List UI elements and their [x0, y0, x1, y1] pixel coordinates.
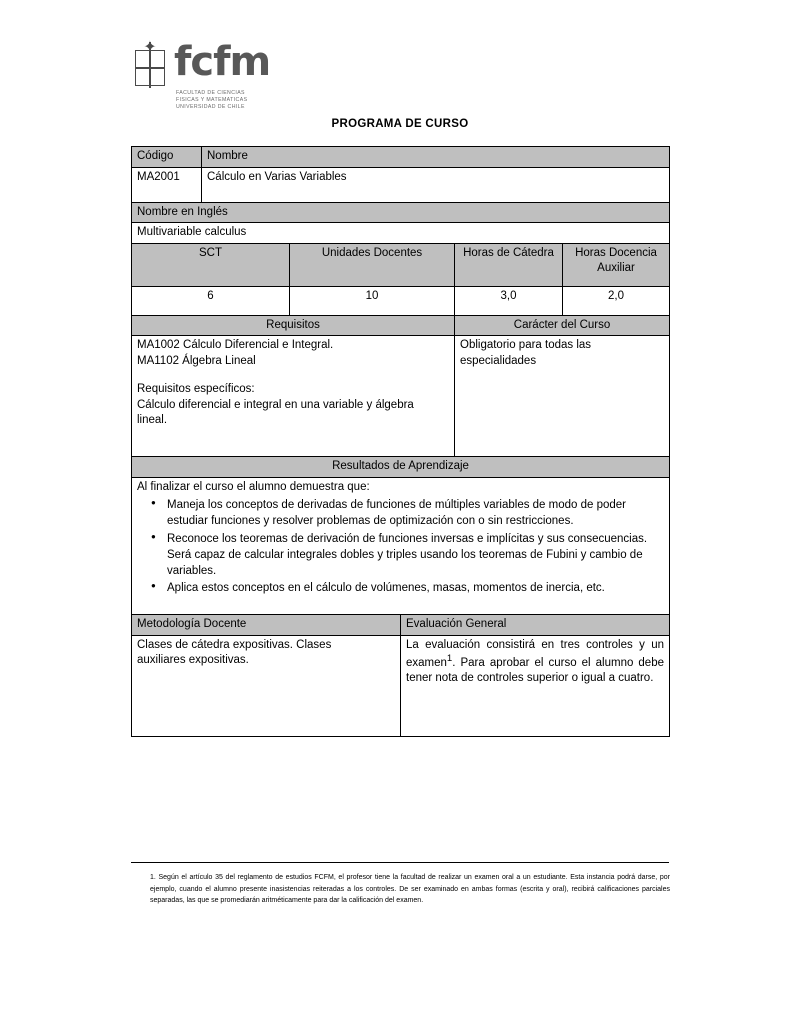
methodology-evaluation-table [131, 614, 670, 737]
table-row [132, 243, 670, 286]
evaluacion-footnote-marker: 1 [446, 653, 453, 665]
cell-requisitos-header: Requisitos [132, 315, 455, 336]
table-row [132, 286, 670, 315]
table-row [132, 202, 670, 223]
table-row [132, 315, 670, 336]
evaluacion-text-post: . Para aprobar el curso el alumno debe tener nota de controles superior o igual a cuatro. [406, 656, 664, 685]
course-program-table [131, 146, 670, 617]
footnote-divider [131, 862, 669, 863]
requisito-spacer [137, 369, 449, 382]
table-row [132, 147, 670, 168]
evaluacion-text-pre: La evaluación consistirá en tres controles y un examen [406, 638, 664, 669]
logo-starburst-icon: ✦ [143, 39, 157, 56]
cell-metodologia-header: Metodología Docente [132, 615, 401, 636]
footnote-marker: 1. [150, 874, 156, 881]
cell-evaluacion-header: Evaluación General [401, 615, 670, 636]
logo-emblem-icon [132, 39, 170, 88]
cell-caracter-value: Obligatorio para todas las especialidades [455, 336, 670, 457]
table-row [132, 223, 670, 244]
table-row [132, 336, 670, 457]
cell-codigo-header: Código [132, 147, 202, 168]
resultados-intro: Al finalizar el curso el alumno demuestra que: [137, 480, 370, 493]
logo-subtitle [176, 90, 247, 111]
logo-subtitle-line-1: FACULTAD DE CIENCIAS [176, 90, 245, 96]
cell-resultados-value [132, 477, 670, 616]
table-row [132, 167, 670, 202]
cell-evaluacion-value [401, 635, 670, 736]
cell-metodologia-value [132, 635, 401, 736]
table-row [132, 477, 670, 616]
requisito-line-2: MA1102 Álgebra Lineal [137, 354, 256, 367]
table-row [132, 615, 670, 636]
cell-nombre-value: Cálculo en Varias Variables [202, 167, 670, 202]
list-item: ● Aplica estos conceptos en el cálculo de volúmenes, masas, momentos de inercia, etc. [167, 581, 664, 597]
logo-horizontal-line [135, 67, 165, 69]
cell-sct-value: 6 [132, 286, 290, 315]
cell-unidades-docentes-header: Unidades Docentes [290, 243, 455, 286]
logo-subtitle-line-3: UNIVERSIDAD DE CHILE [176, 104, 245, 110]
page-title: PROGRAMA DE CURSO [331, 118, 469, 130]
cell-horas-catedra-value: 3,0 [455, 286, 563, 315]
requisito-line-1: MA1002 Cálculo Diferencial e Integral. [137, 339, 334, 352]
table-row [132, 457, 670, 478]
requisito-line-5: Cálculo diferencial e integral en una variable y álgebra lineal. [137, 398, 414, 427]
cell-sct-header: SCT [132, 243, 290, 286]
requisito-line-4: Requisitos específicos: [137, 383, 255, 396]
footnote [150, 872, 670, 907]
resultados-list [137, 498, 664, 597]
cell-caracter-header: Carácter del Curso [455, 315, 670, 336]
list-item: ● Maneja los conceptos de derivadas de funciones de múltiples variables de modo de poder estudiar funciones y resolver problemas de optimización con o sin restricciones. [167, 498, 664, 530]
cell-nombre-ingles-header: Nombre en Inglés [132, 202, 670, 223]
cell-horas-auxiliar-header: Horas Docencia Auxiliar [563, 243, 670, 286]
metodologia-text: Clases de cátedra expositivas. Clases auxiliares expositivas. [137, 638, 332, 667]
list-item: ● Reconoce los teoremas de derivación de funciones inversas e implícitas y sus consecuencias. Será capaz de calcular integrales dobles y triples usando los teoremas de Fubini y cambio de variables. [167, 532, 664, 580]
cell-nombre-header: Nombre [202, 147, 670, 168]
logo-wordmark: fcfm [174, 39, 271, 85]
footnote-text: Según el artículo 35 del reglamento de estudios FCFM, el profesor tiene la facultad de realizar un examen oral a un estudiante. Esta instancia podrá darse, por ejemplo, cuando el alumno presente inasistencias reiteradas a los controles. De ser examinado en ambas formas (escrita y oral), recibirá calificaciones parciales separadas, las que se promediarán aritméticamente para dar la calificación del examen. [150, 874, 670, 905]
cell-resultados-header: Resultados de Aprendizaje [132, 457, 670, 478]
cell-nombre-ingles-value: Multivariable calculus [132, 223, 670, 244]
fcfm-logo [132, 40, 302, 118]
cell-unidades-docentes-value: 10 [290, 286, 455, 315]
logo-subtitle-line-2: FISICAS Y MATEMATICAS [176, 97, 248, 103]
cell-codigo-value: MA2001 [132, 167, 202, 202]
table-row [132, 635, 670, 736]
cell-horas-catedra-header: Horas de Cátedra [455, 243, 563, 286]
cell-horas-auxiliar-value: 2,0 [563, 286, 670, 315]
cell-requisitos-value [132, 336, 455, 457]
